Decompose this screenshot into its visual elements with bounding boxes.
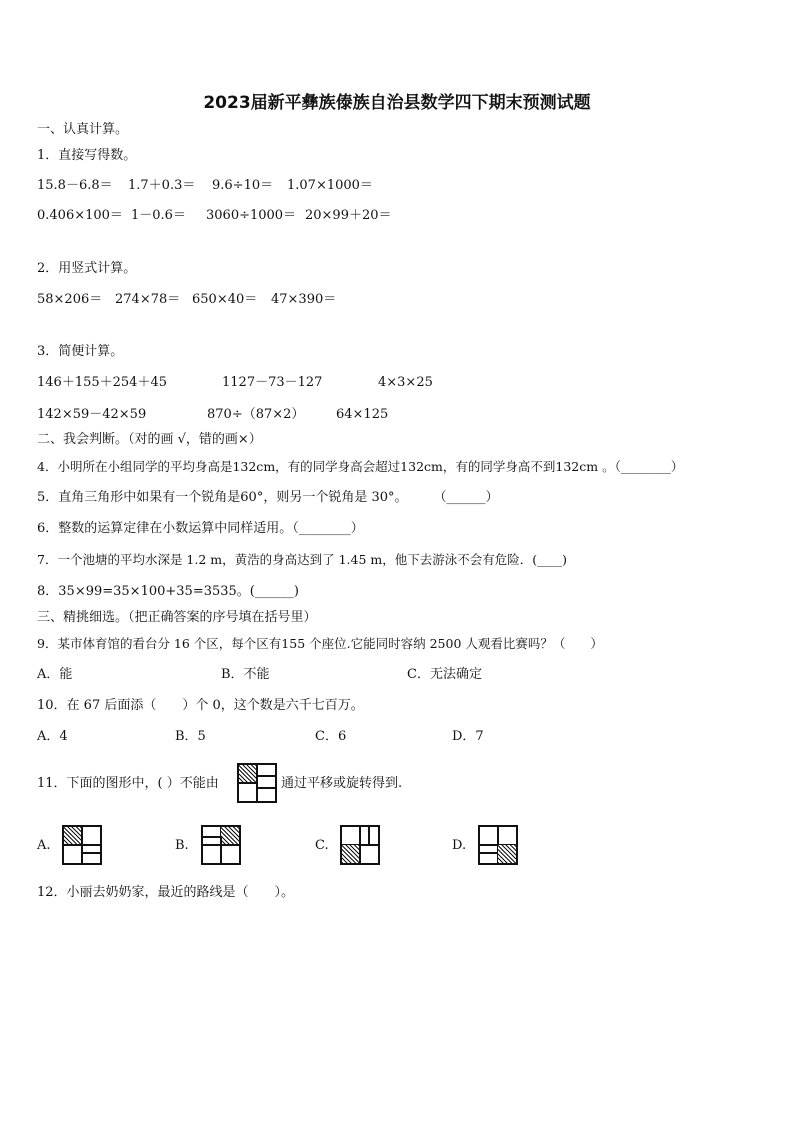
hatched-square — [341, 844, 361, 864]
figure-cell — [63, 844, 83, 864]
option-c-figure — [340, 825, 380, 865]
question-11-text-after: 通过平移或旋转得到. — [281, 776, 403, 791]
question-6: 6．整数的运算定律在小数运算中同样适用。（________） — [37, 521, 364, 536]
option-c: C．无法确定 — [407, 667, 482, 682]
section-1-heading: 一、认真计算。 — [37, 122, 129, 137]
question-8: 8．35×99=35×100+35=3535。(______) — [37, 584, 299, 599]
calc-item: 58×206＝ — [37, 292, 103, 307]
calc-item: 9.6÷10＝ — [212, 178, 274, 193]
figure-cell — [368, 826, 379, 846]
calc-item: 1.7＋0.3＝ — [128, 178, 196, 193]
question-3-row-1 — [0, 374, 794, 392]
figure-cell — [359, 844, 379, 864]
option-d-figure — [478, 825, 518, 865]
figure-cell — [238, 782, 258, 802]
calc-item: 146＋155＋254＋45 — [37, 375, 167, 390]
figure-cell — [479, 852, 499, 864]
figure-cell — [479, 826, 499, 846]
calc-item: 1.07×1000＝ — [287, 178, 373, 193]
question-12: 12．小丽去奶奶家，最近的路线是（ ）。 — [37, 885, 295, 900]
calc-item: 47×390＝ — [271, 292, 337, 307]
option-b-figure — [201, 825, 241, 865]
hatched-square — [63, 826, 83, 846]
figure-cell — [220, 844, 240, 864]
hatched-square — [220, 826, 240, 846]
figure-cell — [256, 788, 276, 802]
option-a: A. — [37, 838, 51, 853]
option-a: A．能 — [37, 667, 73, 682]
calc-item: 64×125 — [336, 407, 389, 422]
option-d: D．7 — [452, 729, 484, 744]
question-7: 7．一个池塘的平均水深是 1.2 m，黄浩的身高达到了 1.45 m，他下去游泳不会有危险．(____) — [37, 552, 568, 567]
question-2-row-1 — [0, 291, 794, 309]
option-b: B．5 — [175, 729, 206, 744]
option-b: B. — [175, 838, 189, 853]
calc-item: 650×40＝ — [192, 292, 258, 307]
calc-item: 20×99＋20＝ — [305, 208, 392, 223]
calc-item: 3060÷1000＝ — [206, 208, 297, 223]
question-11-text-before: 11．下面的图形中，( ）不能由 — [37, 776, 219, 791]
figure-cell — [341, 826, 361, 846]
calc-item: 142×59－42×59 — [37, 407, 147, 422]
option-a: A．4 — [37, 729, 68, 744]
figure-cell — [81, 852, 101, 864]
question-9: 9．某市体育馆的看台分 16 个区，每个区有155 个座位.它能同时容纳 2500 人观看比赛吗？（ ） — [37, 636, 603, 651]
question-1-row-2 — [0, 207, 794, 225]
hatched-square — [238, 764, 258, 784]
figure-cell — [256, 775, 276, 788]
section-2-heading: 二、我会判断。（对的画 √，错的画×） — [37, 432, 262, 447]
question-3-label: 3．简便计算。 — [37, 344, 124, 359]
question-1-row-1 — [0, 177, 794, 195]
page-title: 2023届新平彝族傣族自治县数学四下期末预测试题 — [203, 93, 591, 113]
option-a-figure — [62, 825, 102, 865]
calc-item: 15.8－6.8＝ — [37, 178, 113, 193]
calc-item: 274×78＝ — [115, 292, 181, 307]
calc-item: 0.406×100＝ — [37, 208, 123, 223]
reference-figure — [237, 763, 277, 803]
calc-item: 1－0.6＝ — [131, 208, 186, 223]
question-9-options — [0, 666, 794, 684]
option-c: C．6 — [315, 729, 347, 744]
question-4: 4．小明所在小组同学的平均身高是132cm，有的同学身高会超过132cm，有的同学身高不到132cm 。（________） — [37, 459, 684, 474]
figure-cell — [497, 826, 517, 846]
section-3-heading: 三、精挑细选。（把正确答案的序号填在括号里） — [37, 610, 317, 625]
option-d: D. — [452, 838, 467, 853]
option-c: C. — [315, 838, 329, 853]
figure-cell — [81, 826, 101, 846]
question-5: 5．直角三角形中如果有一个锐角是60°，则另一个锐角是 30°。 （______） — [37, 490, 499, 505]
calc-item: 870÷（87×2） — [207, 407, 305, 422]
question-10: 10．在 67 后面添（ ）个 0，这个数是六千七百万。 — [37, 698, 364, 713]
hatched-square — [497, 844, 517, 864]
calc-item: 4×3×25 — [378, 375, 433, 390]
question-1-label: 1．直接写得数。 — [37, 148, 137, 163]
option-b: B．不能 — [221, 667, 270, 682]
question-10-options — [0, 728, 794, 746]
calc-item: 1127－73－127 — [222, 375, 323, 390]
question-3-row-2 — [0, 406, 794, 424]
figure-cell — [202, 844, 222, 864]
question-2-label: 2．用竖式计算。 — [37, 261, 137, 276]
